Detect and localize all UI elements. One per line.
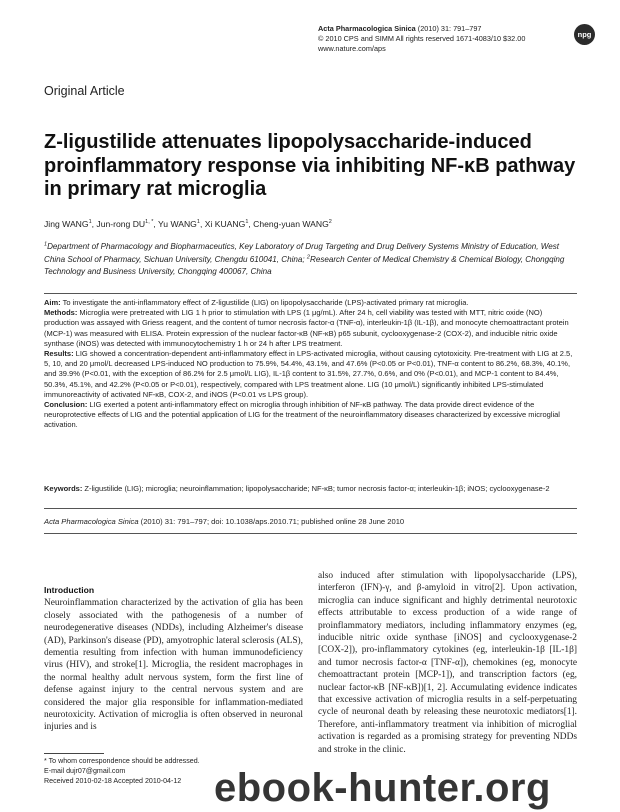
footnote-rule	[44, 753, 104, 754]
conclusion-label: Conclusion:	[44, 400, 88, 410]
citation-details: (2010) 31: 791–797; doi: 10.1038/aps.2010.71; published online 28 June 2010	[138, 517, 405, 526]
citation-bottom-rule	[44, 533, 577, 534]
affil-sup-1: 1	[44, 241, 48, 248]
results-label: Results:	[44, 349, 74, 359]
journal-name: Acta Pharmacologica Sinica	[318, 24, 416, 33]
email-note: E-mail dujr07@gmail.com	[44, 766, 126, 775]
watermark: ebook-hunter.org	[214, 766, 551, 810]
aim-text: To investigate the anti-inflammatory effect of Z-ligustilide (LIG) on lipopolysaccharide (LPS)-activated primary rat microglia.	[60, 298, 469, 307]
author-affil-sup: 2	[328, 219, 332, 226]
author-name: Cheng-yuan WANG	[253, 219, 329, 229]
author-affil-sup: 1	[196, 219, 200, 226]
affil-sup-2: 2	[306, 253, 310, 260]
author-affil-sup: 1	[88, 219, 92, 226]
affiliation-2: Research Center of Medical Chemistry & Chemical Biology, Chongqing Technology and Business University, Chongqing 400067, China	[44, 254, 565, 276]
keywords-bottom-rule	[44, 508, 577, 509]
abstract-aim	[44, 298, 577, 308]
abstract-results	[44, 349, 577, 400]
author-affil-sup: 1	[245, 219, 249, 226]
intro-right-column	[318, 570, 577, 756]
conclusion-text: LIG exerted a potent anti-inflammatory effect on microglia through inhibition of NF-κB pathway. The data provide direct evidence of the neuroprotective effects of LIG and the potential application of LIG for the treatment of the neuroinflammatory diseases characterized by excessive microglial activation.	[44, 400, 560, 430]
author-affil-sup: 1, *	[145, 219, 154, 226]
author-name: Jun-rong DU	[96, 219, 146, 229]
abstract-top-rule	[44, 293, 577, 294]
methods-label: Methods:	[44, 308, 78, 318]
intro-left-text: Neuroinflammation characterized by the activation of glia has been closely associated with the pathogenesis of a number of neurodegenerative diseases (NDDs), including Alzheimer's disease (AD), Parkinson's disease (PD), amyotrophic lateral sclerosis (ALS), dementia resulting from infection with human immunodeficiency virus (HIV), and stroke[1]. Microglia, the resident macrophages in the normal healthy adult nervous system, form the first line of defense against injury to the central nervous system and are considered the major glia responsible for inflammation-mediated neurotoxicity. Activation of microglia is often observed in neuronal injuries and is	[44, 598, 303, 733]
npg-logo: npg	[574, 24, 595, 45]
affiliations	[44, 241, 577, 279]
author-list: Jing WANG$^1$, Jun-rong $DU^{1, *}$, Yu WANG$^1$, Xi KUANG$^1$, Cheng-yuan WANG$^2$	[44, 219, 332, 229]
aim-label: Aim:	[44, 298, 61, 307]
keywords-text: Z-ligustilide (LIG); microglia; neuroinflammation; lipopolysaccharide; NF-κB; tumor necrosis factor-α; interleukin-1β; iNOS; cyclooxygenase-2	[82, 484, 550, 493]
footnotes	[44, 757, 200, 786]
keywords	[44, 484, 577, 494]
citation-line	[44, 517, 577, 526]
author-name: Jing WANG	[44, 219, 89, 229]
results-text: LIG showed a concentration-dependent anti-inflammatory effect in LPS-activated microglia, without causing cytotoxicity. Pre-treatment with LIG at 2.5, 5, 10, and 20 μmol/L decreased LPS-induced NO production to 75.9%, 54.4%, 43.1%, and 47.6% (P<0.05 or P<0.01), TNF-α content to 86.2%, 68.3%, 40.1%, and 39.9% (P<0.01, with the exception of 86.2% for 2.5 μmol/L LIG), IL-1β content to 31.5%, 27.7%, 0.6%, and 0% (P<0.01), and MCP-1 content to 84.4%, 50.3%, 45.1%, and 42.2% (P<0.05 or P<0.01), respectively, compared with LPS treatment alone. LIG (10 μmol/L) significantly inhibited LPS-stimulated immunoreactivity of activated NF-κB, COX-2, and iNOS (P<0.01 vs LPS group).	[44, 349, 573, 399]
keywords-label: Keywords:	[44, 484, 83, 493]
author-name: Xi KUANG	[204, 219, 246, 229]
author-name: Yu WANG	[158, 219, 197, 229]
citation-journal: Acta Pharmacologica Sinica	[44, 517, 139, 526]
corresponding-note: * To whom correspondence should be addressed.	[44, 757, 200, 765]
journal-issue: (2010) 31: 791–797	[415, 24, 482, 33]
intro-right-text: also induced after stimulation with lipopolysaccharide (LPS), interferon (IFN)-γ, and β-amyloid in vitro[2]. Upon activation, microglia can induce significant and highly detrimental neurotoxic effects attributable to excess production of a wide range of proinflammatory mediators, including inflammatory enzymes (eg, inducible nitric oxide synthase [iNOS] and cyclooxygenase-2 [COX-2]), pro-inflammatory cytokines (eg, interleukin-1β [IL-1β] and tumor necrosis factor-α [TNF-α]), chemokines (eg, monocyte chemoattractant protein [MCP-1]), and transcription factors (eg, nuclear factor-κB [NF-κB])[1, 2]. Accumulating evidence indicates that excessive activation of microglia results in a self-perpetuating cycle of neuronal death by releasing these neurotoxic mediators[1]. Therefore, anti-inflammatory treatment via inhibition of microglial activation is regarded as a promising strategy for preventing NDDs and stroke in the clinic.	[318, 571, 577, 755]
article-title: Z-ligustilide attenuates lipopolysaccharide-induced proinflammatory response via inhibiting NF-κB pathway in primary rat microglia	[44, 131, 576, 200]
abstract-methods	[44, 308, 577, 349]
article-type: Original Article	[44, 84, 125, 98]
journal-header	[318, 24, 525, 54]
affiliation-1: Department of Pharmacology and Biopharmaceutics, Key Laboratory of Drug Targeting and Drug Delivery Systems Ministry of Education, West China School of Pharmacy, Sichuan University, Chengdu 610041, China;	[44, 242, 560, 264]
methods-text: Microglia were pretreated with LIG 1 h prior to stimulation with LPS (1 μg/mL). After 24 h, cell viability was tested with MTT, nitric oxide (NO) production was assayed with Griess reagent, and the content of tumor necrosis factor-α (TNF-α), interleukin-1β (IL-1β), and monocyte chemoattractant protein (MCP-1) was measured with ELISA. Protein expression of the nuclear factor-κB (NF-κB) p65 subunit, cyclooxygenase-2 (COX-2), and inducible nitric oxide synthase (iNOS) was detected with immunocytochemistry 1 h or 24 h after LPS treatment.	[44, 308, 569, 348]
intro-left-column	[44, 584, 303, 734]
abstract	[44, 298, 577, 431]
received-note: Received 2010-02-18 Accepted 2010-04-12	[44, 776, 182, 785]
journal-website: www.nature.com/aps	[318, 44, 386, 53]
copyright-line: © 2010 CPS and SIMM All rights reserved 1671-4083/10 $32.00	[318, 34, 526, 43]
intro-heading: Introduction	[44, 585, 95, 595]
abstract-conclusion	[44, 400, 577, 431]
